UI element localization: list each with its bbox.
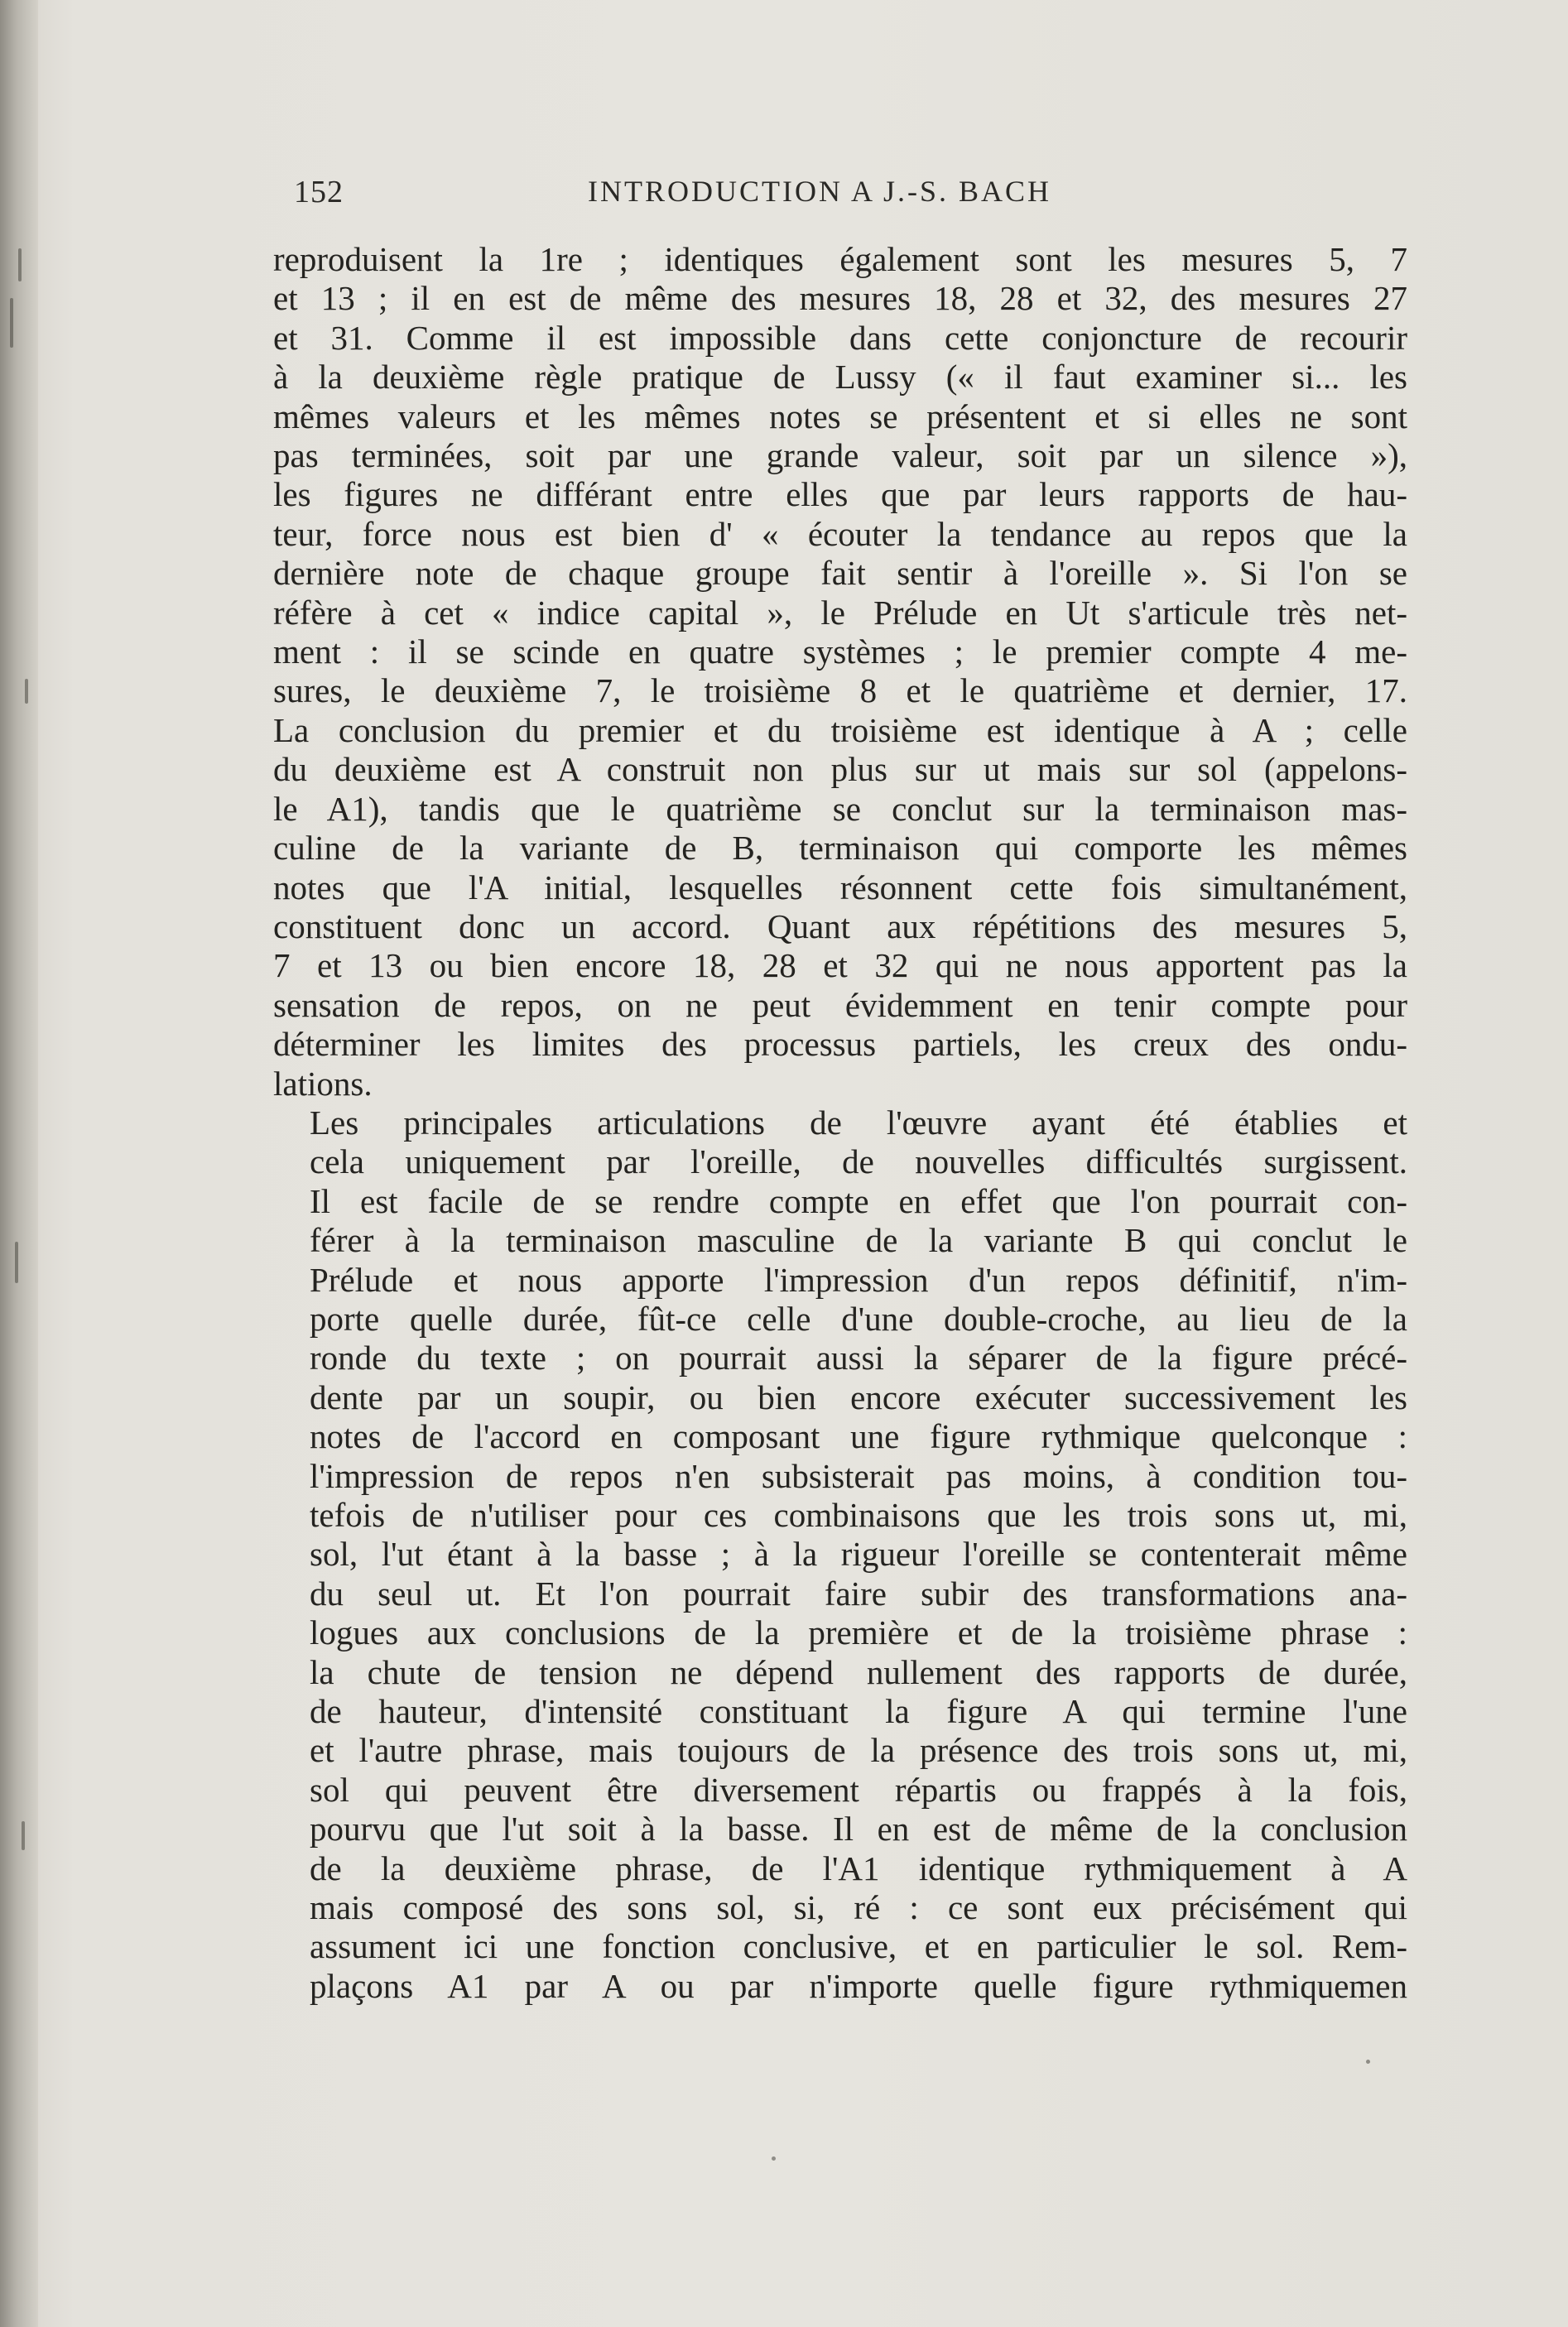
text-line: reproduisent la 1re ; identiques également sont les mesures 5, 7 [273,240,1407,278]
paper-speck [772,2156,776,2161]
paragraph-2 [273,1103,1407,2006]
text-line: mêmes valeurs et les mêmes notes se présentent et si elles ne sont [273,397,1407,435]
text-line: pas terminées, soit par une grande valeur, soit par un silence »), [273,436,1407,475]
text-line: sensation de repos, on ne peut évidemment en tenir compte pour [273,985,1407,1024]
body-text [273,240,1407,2006]
binding-mark [18,248,22,281]
text-line: de la deuxième phrase, de l'A1 identique rythmiquement à A [310,1849,1407,1887]
text-line: sures, le deuxième 7, le troisième 8 et le quatrième et dernier, 17. [273,671,1407,710]
text-line: tefois de n'utiliser pour ces combinaisons que les trois sons ut, mi, [310,1496,1407,1534]
binding-mark [15,1242,18,1283]
text-line: déterminer les limites des processus partiels, les creux des ondu- [273,1025,1407,1064]
text-line: logues aux conclusions de la première et de la troisième phrase : [310,1613,1407,1652]
text-line: férer à la terminaison masculine de la variante B qui conclut le [310,1221,1407,1260]
text-line: porte quelle durée, fût-ce celle d'une double-croche, au lieu de la [310,1299,1407,1338]
text-line: la chute de tension ne dépend nullement des rapports de durée, [310,1652,1407,1691]
text-line: notes que l'A initial, lesquelles résonnent cette fois simultanément, [273,868,1407,906]
text-line: le A1), tandis que le quatrième se conclut sur la terminaison mas- [273,789,1407,828]
text-line: Il est facile de se rendre compte en effet que l'on pourrait con- [310,1181,1407,1220]
text-line: lations. [273,1064,373,1103]
text-line: Prélude et nous apporte l'impression d'un repos définitif, n'im- [310,1260,1407,1299]
text-line: assument ici une fonction conclusive, et en particulier le sol. Rem- [310,1927,1407,1966]
text-line: à la deuxième règle pratique de Lussy (« il faut examiner si... les [273,358,1407,397]
text-line: mais composé des sons sol, si, ré : ce sont eux précisément qui [310,1888,1407,1927]
binding-mark [10,298,13,348]
text-line: de hauteur, d'intensité constituant la figure A qui termine l'une [310,1692,1407,1731]
text-line: l'impression de repos n'en subsisterait pas moins, à condition tou- [310,1456,1407,1495]
paragraph-1 [273,240,1407,1103]
text-line: et 13 ; il en est de même des mesures 18, 28 et 32, des mesures 27 [273,279,1407,318]
text-line: dente par un soupir, ou bien encore exécuter successivement les [310,1377,1407,1416]
text-line: cela uniquement par l'oreille, de nouvelles difficultés surgissent. [310,1142,1407,1181]
text-line: constituent donc un accord. Quant aux répétitions des mesures 5, [273,906,1407,945]
text-line: plaçons A1 par A ou par n'importe quelle figure rythmiquemen [310,1966,1407,2005]
text-line: La conclusion du premier et du troisième est identique à A ; celle [273,710,1407,749]
running-title: INTRODUCTION A J.-S. BACH [588,175,1052,208]
text-line: et l'autre phrase, mais toujours de la présence des trois sons ut, mi, [310,1731,1407,1770]
text-line: pourvu que l'ut soit à la basse. Il en est de même de la conclusion [310,1810,1407,1849]
text-line: ment : il se scinde en quatre systèmes ; le premier compte 4 me- [273,632,1407,671]
page-number: 152 [294,175,344,209]
book-spine-shadow [0,0,38,2327]
text-line: teur, force nous est bien d' « écouter la tendance au repos que la [273,514,1407,553]
paper-speck [1366,2060,1370,2064]
text-line: les figures ne différant entre elles que par leurs rapports de hau- [273,475,1407,514]
text-line: culine de la variante de B, terminaison qui comporte les mêmes [273,829,1407,868]
text-line: et 31. Comme il est impossible dans cette conjoncture de recourir [273,318,1407,357]
binding-mark [22,1821,25,1850]
text-line: 7 et 13 ou bien encore 18, 28 et 32 qui ne nous apportent pas la [273,946,1407,985]
page-header [294,174,1412,224]
text-line: Les principales articulations de l'œuvre ayant été établies et [310,1103,1407,1142]
text-line: sol qui peuvent être diversement répartis ou frappés à la fois, [310,1770,1407,1809]
text-line: du seul ut. Et l'on pourrait faire subir des transformations ana- [310,1574,1407,1613]
text-line: ronde du texte ; on pourrait aussi la séparer de la figure précé- [310,1339,1407,1377]
text-line: sol, l'ut étant à la basse ; à la rigueur l'oreille se contenterait même [310,1535,1407,1574]
text-line: réfère à cet « indice capital », le Prélude en Ut s'articule très net- [273,593,1407,632]
text-line: notes de l'accord en composant une figure rythmique quelconque : [310,1417,1407,1456]
binding-mark [25,679,28,704]
text-line: dernière note de chaque groupe fait sentir à l'oreille ». Si l'on se [273,554,1407,593]
text-line: du deuxième est A construit non plus sur ut mais sur sol (appelons- [273,750,1407,789]
